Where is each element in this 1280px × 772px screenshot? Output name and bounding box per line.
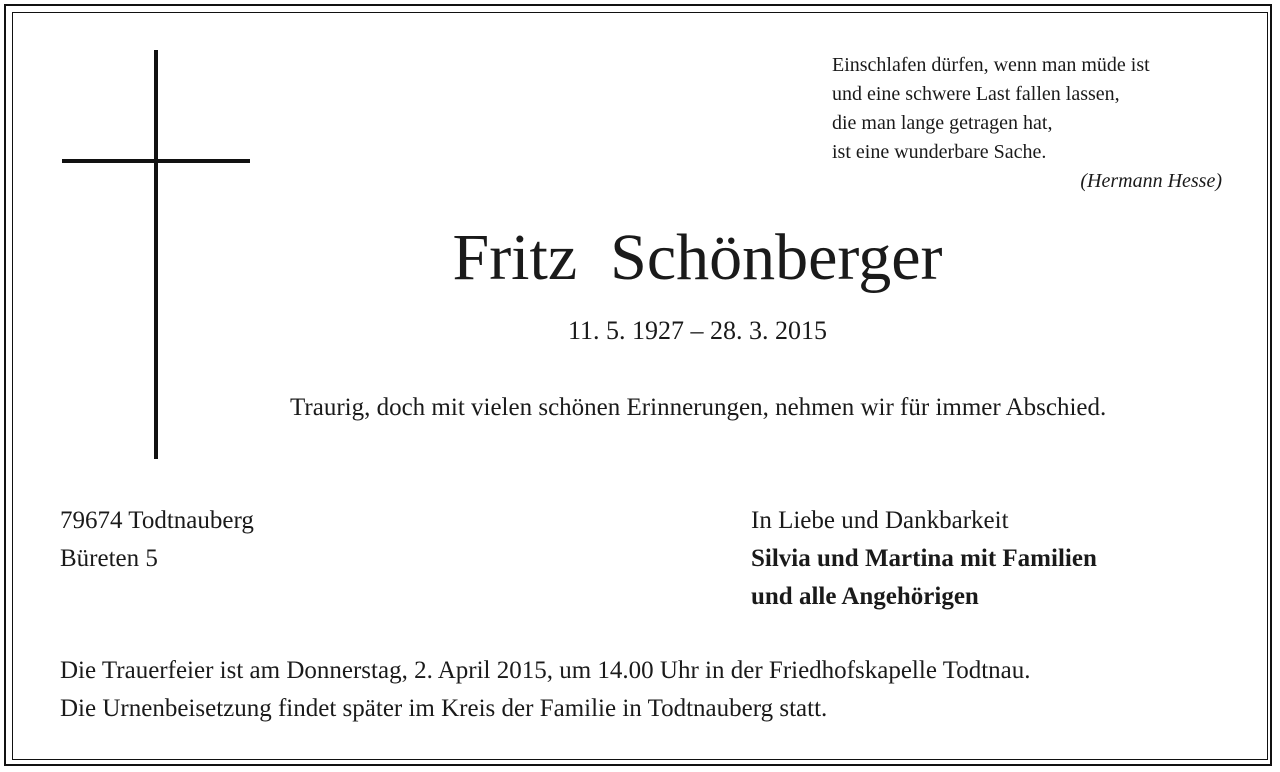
cross-horizontal-bar xyxy=(62,159,250,163)
mourners-block xyxy=(751,502,1097,616)
address-block xyxy=(60,502,254,578)
address-street: Büreten 5 xyxy=(60,545,158,572)
quote-line: die man lange getragen hat, xyxy=(832,112,1053,134)
life-dates: 11. 5. 1927 – 28. 3. 2015 xyxy=(567,316,828,345)
address-city: 79674 Todtnauberg xyxy=(60,507,254,534)
poem-quote xyxy=(832,51,1224,196)
funeral-service-line: Die Trauerfeier ist am Donnerstag, 2. April 2015, um 14.00 Uhr in der Friedhofskapelle Todtnau. xyxy=(60,657,1031,684)
mourners-family: Silvia und Martina mit Familien xyxy=(751,545,1097,572)
signoff-intro: In Liebe und Dankbarkeit xyxy=(751,507,1009,534)
mourners-relatives: und alle Angehörigen xyxy=(751,583,979,610)
urn-burial-line: Die Urnenbeisetzung findet später im Kreis der Familie in Todtnauberg statt. xyxy=(60,695,828,722)
quote-line: Einschlafen dürfen, wenn man müde ist xyxy=(832,54,1150,76)
service-details xyxy=(60,652,1230,728)
quote-line: und eine schwere Last fallen lassen, xyxy=(832,83,1120,105)
quote-line: ist eine wunderbare Sache. xyxy=(832,141,1047,163)
farewell-message: Traurig, doch mit vielen schönen Erinnerungen, nehmen wir für immer Abschied. xyxy=(290,394,1107,421)
quote-author: (Hermann Hesse) xyxy=(1080,170,1222,192)
deceased-name: Fritz Schönberger xyxy=(452,221,943,294)
